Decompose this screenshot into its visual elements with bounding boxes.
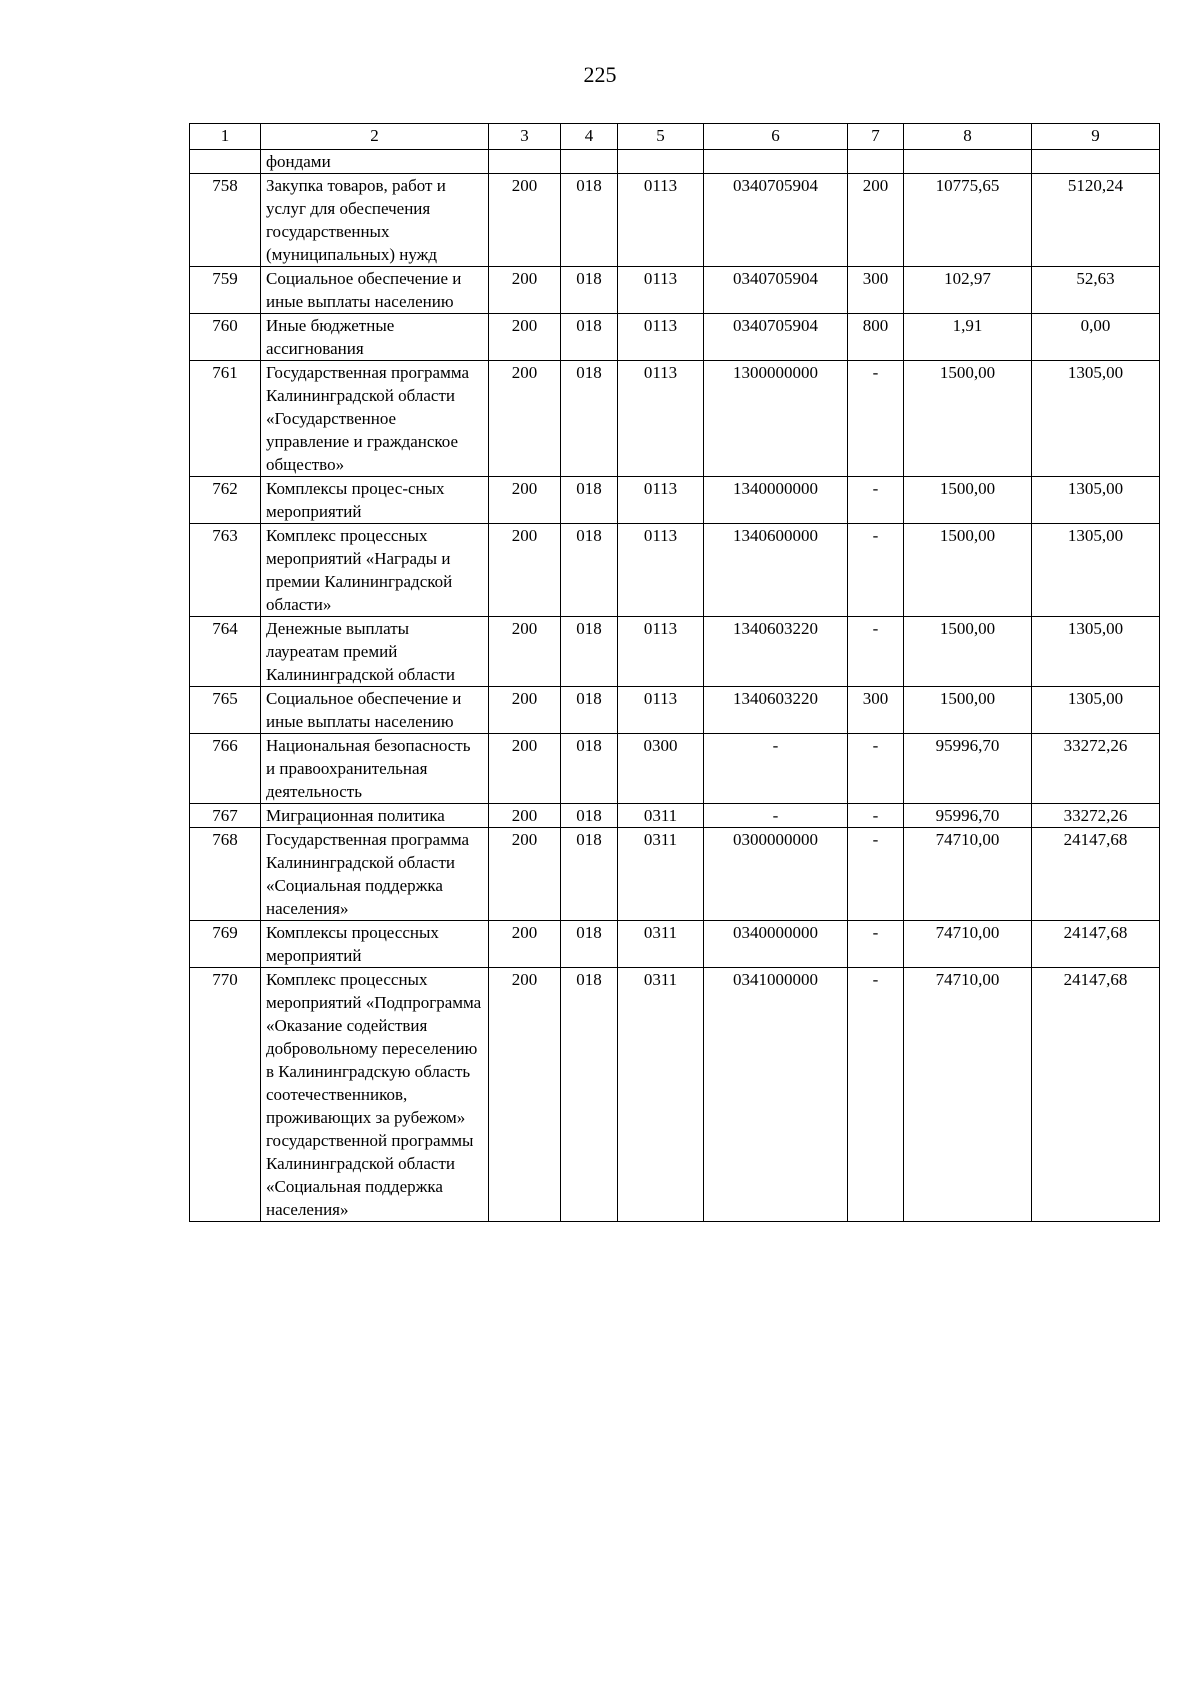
- amount-9-cell: 24147,68: [1032, 968, 1160, 1222]
- amount-8-cell: 74710,00: [904, 828, 1032, 921]
- code-5-cell: 0113: [618, 524, 704, 617]
- row-name-cell: Комплексы процессных мероприятий: [261, 921, 489, 968]
- code-5-cell: 0113: [618, 617, 704, 687]
- amount-8-cell: 1500,00: [904, 524, 1032, 617]
- code-5-cell: 0311: [618, 804, 704, 828]
- amount-9-cell: 1305,00: [1032, 687, 1160, 734]
- row-name-cell: Социальное обеспечение и иные выплаты населению: [261, 687, 489, 734]
- table-row: [190, 524, 1160, 617]
- row-name-cell: Комплекс процессных мероприятий «Награды и премии Калининградской области»: [261, 524, 489, 617]
- row-number-cell: 763: [190, 524, 261, 617]
- code-7-cell: -: [848, 921, 904, 968]
- code-7-cell: -: [848, 804, 904, 828]
- empty-cell: [904, 150, 1032, 174]
- empty-cell: [704, 150, 848, 174]
- amount-8-cell: 1500,00: [904, 687, 1032, 734]
- row-number-cell: 758: [190, 174, 261, 267]
- code-7-cell: -: [848, 828, 904, 921]
- code-4-cell: 018: [561, 477, 618, 524]
- code-6-cell: 0300000000: [704, 828, 848, 921]
- row-name-cell: Социальное обеспечение и иные выплаты населению: [261, 267, 489, 314]
- code-6-cell: -: [704, 804, 848, 828]
- empty-cell: [489, 150, 561, 174]
- code-3-cell: 200: [489, 267, 561, 314]
- page-number: 225: [583, 62, 617, 87]
- code-6-cell: 1340603220: [704, 617, 848, 687]
- code-4-cell: 018: [561, 174, 618, 267]
- column-header: 2: [261, 124, 489, 150]
- table-row: [190, 267, 1160, 314]
- code-4-cell: 018: [561, 828, 618, 921]
- table-row: [190, 314, 1160, 361]
- empty-cell: [618, 150, 704, 174]
- amount-9-cell: 52,63: [1032, 267, 1160, 314]
- code-3-cell: 200: [489, 968, 561, 1222]
- code-5-cell: 0311: [618, 828, 704, 921]
- table-row: [190, 921, 1160, 968]
- code-3-cell: 200: [489, 174, 561, 267]
- continuation-row: [190, 150, 1160, 174]
- row-name-cell: Закупка товаров, работ и услуг для обеспечения государственных (муниципальных) нужд: [261, 174, 489, 267]
- code-3-cell: 200: [489, 804, 561, 828]
- code-6-cell: 0341000000: [704, 968, 848, 1222]
- code-6-cell: 1300000000: [704, 361, 848, 477]
- row-number-cell: 769: [190, 921, 261, 968]
- code-5-cell: 0113: [618, 314, 704, 361]
- column-header: 5: [618, 124, 704, 150]
- column-header: 1: [190, 124, 261, 150]
- amount-8-cell: 10775,65: [904, 174, 1032, 267]
- column-header: 9: [1032, 124, 1160, 150]
- amount-8-cell: 74710,00: [904, 921, 1032, 968]
- row-number-cell: 761: [190, 361, 261, 477]
- amount-8-cell: 1500,00: [904, 361, 1032, 477]
- column-header: 6: [704, 124, 848, 150]
- header-row: [190, 124, 1160, 150]
- code-7-cell: 200: [848, 174, 904, 267]
- amount-9-cell: 1305,00: [1032, 477, 1160, 524]
- amount-9-cell: 33272,26: [1032, 734, 1160, 804]
- code-5-cell: 0113: [618, 687, 704, 734]
- row-name-cell: Комплексы процес-сных мероприятий: [261, 477, 489, 524]
- code-3-cell: 200: [489, 477, 561, 524]
- code-3-cell: 200: [489, 314, 561, 361]
- row-name-cell: Комплекс процессных мероприятий «Подпрограмма «Оказание содействия добровольному переселению в Калининградскую область соотечественников, проживающих за рубежом» государственной программы Калининградской области «Социальная поддержка населения»: [261, 968, 489, 1222]
- code-6-cell: -: [704, 734, 848, 804]
- amount-8-cell: 102,97: [904, 267, 1032, 314]
- code-5-cell: 0300: [618, 734, 704, 804]
- code-4-cell: 018: [561, 804, 618, 828]
- amount-8-cell: 1500,00: [904, 477, 1032, 524]
- code-7-cell: -: [848, 617, 904, 687]
- code-4-cell: 018: [561, 734, 618, 804]
- code-4-cell: 018: [561, 361, 618, 477]
- code-4-cell: 018: [561, 921, 618, 968]
- code-4-cell: 018: [561, 687, 618, 734]
- code-7-cell: 800: [848, 314, 904, 361]
- row-number-cell: [190, 150, 261, 174]
- code-4-cell: 018: [561, 267, 618, 314]
- code-5-cell: 0311: [618, 921, 704, 968]
- amount-8-cell: 95996,70: [904, 734, 1032, 804]
- row-number-cell: 766: [190, 734, 261, 804]
- amount-9-cell: 33272,26: [1032, 804, 1160, 828]
- code-6-cell: 1340603220: [704, 687, 848, 734]
- table-row: [190, 828, 1160, 921]
- code-6-cell: 0340705904: [704, 314, 848, 361]
- row-name-cell: Государственная программа Калининградской области «Государственное управление и гражданское общество»: [261, 361, 489, 477]
- row-name-cell: Денежные выплаты лауреатам премий Калининградской области: [261, 617, 489, 687]
- code-3-cell: 200: [489, 687, 561, 734]
- table-row: [190, 617, 1160, 687]
- amount-9-cell: 24147,68: [1032, 921, 1160, 968]
- amount-9-cell: 5120,24: [1032, 174, 1160, 267]
- table-row: [190, 804, 1160, 828]
- column-header: 4: [561, 124, 618, 150]
- amount-8-cell: 95996,70: [904, 804, 1032, 828]
- code-7-cell: -: [848, 734, 904, 804]
- code-5-cell: 0113: [618, 267, 704, 314]
- code-7-cell: -: [848, 968, 904, 1222]
- empty-cell: [561, 150, 618, 174]
- row-name-cell: Миграционная политика: [261, 804, 489, 828]
- table-row: [190, 687, 1160, 734]
- code-3-cell: 200: [489, 921, 561, 968]
- empty-cell: [848, 150, 904, 174]
- row-name-cell: Иные бюджетные ассигнования: [261, 314, 489, 361]
- row-number-cell: 768: [190, 828, 261, 921]
- amount-8-cell: 1500,00: [904, 617, 1032, 687]
- row-number-cell: 764: [190, 617, 261, 687]
- table-row: [190, 477, 1160, 524]
- amount-9-cell: 0,00: [1032, 314, 1160, 361]
- code-5-cell: 0311: [618, 968, 704, 1222]
- amount-9-cell: 1305,00: [1032, 617, 1160, 687]
- code-3-cell: 200: [489, 734, 561, 804]
- code-7-cell: -: [848, 524, 904, 617]
- amount-9-cell: 1305,00: [1032, 361, 1160, 477]
- empty-cell: [1032, 150, 1160, 174]
- row-number-cell: 767: [190, 804, 261, 828]
- code-7-cell: 300: [848, 687, 904, 734]
- code-7-cell: -: [848, 477, 904, 524]
- code-7-cell: 300: [848, 267, 904, 314]
- table-row: [190, 174, 1160, 267]
- code-6-cell: 0340705904: [704, 174, 848, 267]
- row-number-cell: 762: [190, 477, 261, 524]
- code-5-cell: 0113: [618, 174, 704, 267]
- code-6-cell: 0340705904: [704, 267, 848, 314]
- code-6-cell: 1340000000: [704, 477, 848, 524]
- code-3-cell: 200: [489, 524, 561, 617]
- table-row: [190, 968, 1160, 1222]
- column-header: 7: [848, 124, 904, 150]
- code-6-cell: 0340000000: [704, 921, 848, 968]
- code-4-cell: 018: [561, 314, 618, 361]
- row-number-cell: 770: [190, 968, 261, 1222]
- code-4-cell: 018: [561, 617, 618, 687]
- amount-9-cell: 1305,00: [1032, 524, 1160, 617]
- code-4-cell: 018: [561, 524, 618, 617]
- amount-8-cell: 74710,00: [904, 968, 1032, 1222]
- code-7-cell: -: [848, 361, 904, 477]
- code-6-cell: 1340600000: [704, 524, 848, 617]
- table-row: [190, 734, 1160, 804]
- row-number-cell: 765: [190, 687, 261, 734]
- row-name-cell: Государственная программа Калининградской области «Социальная поддержка населения»: [261, 828, 489, 921]
- code-3-cell: 200: [489, 828, 561, 921]
- row-number-cell: 759: [190, 267, 261, 314]
- amount-8-cell: 1,91: [904, 314, 1032, 361]
- code-3-cell: 200: [489, 617, 561, 687]
- row-name-cell: Национальная безопасность и правоохранительная деятельность: [261, 734, 489, 804]
- column-header: 8: [904, 124, 1032, 150]
- code-5-cell: 0113: [618, 361, 704, 477]
- code-3-cell: 200: [489, 361, 561, 477]
- code-5-cell: 0113: [618, 477, 704, 524]
- amount-9-cell: 24147,68: [1032, 828, 1160, 921]
- row-number-cell: 760: [190, 314, 261, 361]
- table-row: [190, 361, 1160, 477]
- budget-table: [189, 123, 1160, 1222]
- column-header: 3: [489, 124, 561, 150]
- code-4-cell: 018: [561, 968, 618, 1222]
- row-name-cell: фондами: [261, 150, 489, 174]
